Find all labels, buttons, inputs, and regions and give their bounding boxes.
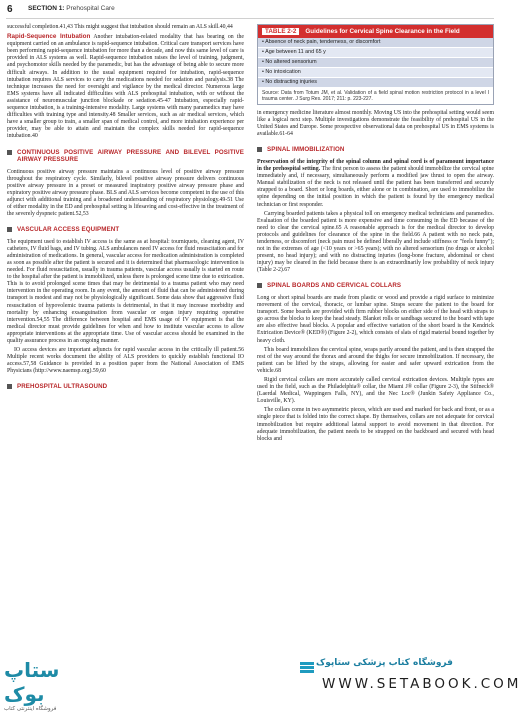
paragraph: This board immobilizes the cervical spine, wraps partly around the patient, and is then strapped the rest of the way around the thorax and around the thighs for secure immobilization. If necessary, the patient can be lifted by the straps, allowing for easier and safer upward extrication from the vehicle.68 — [257, 346, 494, 374]
section-heading-boards — [257, 282, 494, 290]
decorative-bars-icon — [300, 662, 314, 674]
right-column — [257, 24, 494, 445]
section-marker-icon — [257, 283, 262, 288]
table-row: • No distracting injuries — [258, 78, 493, 88]
shop-name: فروشگاه کتاب پزشکی ستاپوک — [316, 658, 453, 668]
heading-text: SPINAL IMMOBILIZATION — [267, 146, 345, 154]
logo-mark: ستاپ بوک — [4, 658, 60, 706]
table-row: • No intoxication — [258, 68, 493, 78]
setabook-logo — [4, 658, 72, 712]
table-2-2 — [257, 24, 494, 105]
running-header — [6, 4, 494, 19]
paragraph-spinal — [257, 159, 494, 209]
section-heading-spinal — [257, 146, 494, 154]
section-heading-vascular — [7, 226, 244, 234]
table-cell: Absence of neck pain, tenderness, or discomfort — [265, 39, 381, 46]
table-title — [258, 25, 493, 38]
table-cell: Age between 11 and 65 y — [265, 49, 326, 56]
table-number: TABLE 2-2 — [262, 28, 299, 35]
paragraph: IO access devices are important adjuncts for rapid vascular access in the critically ill patient.56 Multiple recent works document the ability of ALS providers to quickly establish functional IO access.57,58 Guidance is provided in a position paper from the National Association of EMS Physicians (http://www.naemsp.org).59,60 — [7, 347, 244, 375]
section-label: SECTION 1: — [28, 5, 65, 12]
heading-text: CONTINUOUS POSITIVE AIRWAY PRESSURE AND BILEVEL POSITIVE AIRWAY PRESSURE — [17, 148, 244, 163]
table-title-text: Guidelines for Cervical Spine Clearance in the Field — [305, 28, 460, 35]
section-name: Prehospital Care — [66, 5, 115, 12]
table-cell: No distracting injuries — [265, 79, 317, 86]
heading-text: SPINAL BOARDS AND CERVICAL COLLARS — [267, 282, 402, 290]
table-source: Source: Data from Totum JM, et al. Validation of a field spinal motion restriction protocol in a level I trauma center. J Surg Res. 2017; 211: p. 223-227. — [258, 88, 493, 104]
table-cell: No intoxication — [265, 69, 301, 76]
paragraph: The collars come in two asymmetric pieces, which are used and marked for back and front, or as a single piece that is folded into the correct shape. By themselves, collars are not adequate for cervical immobilization but require additional lateral support to avoid movement in that direction. For adequate immobilization, the patient needs to be strapped on the backboard and secured with head blocks and — [257, 407, 494, 442]
table-row: • Age between 11 and 65 y — [258, 48, 493, 58]
website-url[interactable]: WWW.SETABOOK.COM — [322, 676, 521, 692]
paragraph: Continuous positive airway pressure maintains a continuous level of positive airway pressure throughout the respiratory cycle. Similarly, bilevel positive airway pressure delivers continuous positive airway pressure in a preset or measured inspiratory positive airway pressure phase and expiratory positive airway pressure phase. BLS and ALS services become competent in the use of this adjunct with additional training and a broadened understanding of respiratory physiology.49-51 Use of either modality in the ED and prehospital setting is lifesaving and cost-effective in the treatment of the severely dyspneic patient.52,53 — [7, 168, 244, 218]
footer-watermark — [0, 654, 521, 712]
section-marker-icon — [257, 147, 262, 152]
section-marker-icon — [7, 227, 12, 232]
spinal-lead: Preservation of the integrity of the spinal column and spinal cord is of paramount importance in the prehospital setting. — [257, 158, 494, 173]
page-number: 6 — [7, 4, 13, 15]
section-heading-cpap — [7, 149, 244, 164]
paragraph: successful completion.41,43 This might suggest that intubation should remain an ALS skill.40,44 — [7, 24, 233, 30]
section-marker-icon — [7, 150, 12, 155]
paragraph-rsi — [7, 33, 244, 140]
table-cell: No altered sensorium — [265, 59, 317, 66]
section-heading-ultrasound — [7, 383, 244, 391]
rsi-body: Another intubation-related modality that has bearing on the equipment carried on an ambulance is rapid-sequence intubation. Critical care transport services have been performing rapid-sequence intubation for more than a decade, and now this same level of care is provided in ALS systems as well. Rapid-sequence intubation raises the level of training, judgment, and psychomotor skills needed by the paramedic, but has the advantage of being able to secure more difficult airways. In addition to the usual equipment required for intubation, rapid-sequence intubation requires ALS services to carry the medications needed for sedation and paralysis.38 The technique increases the need for oversight and vigilance by the medical director. Numerous large EMS systems have all indicated difficulties with ALS prehospital intubation, with or without the assistance of neuromuscular junction blockade or sedation.45-47 Intubation, especially rapid-sequence intubation, is a training-intensive modality. Large systems with many paramedics may have difficulties with training type and intensity.48 Smaller services, such as air medical services, which have a smaller group to train, a smaller span of medical control, and more intubation experience per provider, may be able to attain and maintain the complex skills needed for rapid-sequence intubation.40 — [7, 34, 245, 140]
paragraph: Long or short spinal boards are made from plastic or wood and provide a rigid surface to minimize movement of the cervical, thoracic, or lumbar spine. Straps secure the patient to the board for transport. Some boards are provided with firm rubber blocks on either side of the head with straps to go across the blocks to keep the head steady. Blanket rolls or sandbags secured to the board with tape are also effective head blocks. A popular and effective variation of the short board is the Kendrick Extrication Device® (KED®) (Figure 2-2), which consists of slats of rigid material bound together by heavy cloth. — [257, 294, 494, 344]
paragraph: The equipment used to establish IV access is the same as at hospital: tourniquets, cleaning agent, IV catheters, IV fluid bags, and IV tubing. ALS ambulances need IV access for fluid resuscitation and for administration of medications. In general, vascular access for medication administration is completed as soon as possible after the patient is secured and it is determined that pharmacologic intervention is needed. For fluid resuscitation, usually in trauma patients, vascular access usually is started en route to the hospital after the patient is immobilized, unless there is prolonged scene time due to extrication. This is to avoid prolonged scene times that may be detrimental to a trauma patient who may need intervention in the operating room. In any event, the amount of fluid that can be administered during transport is modest and may not be physiologically significant. Some data show that aggressive fluid resuscitation of hypovolemic trauma patients is detrimental, in that it may increase morbidity and mortality by enhancing exsanguination from vascular or organ injury requiring operative intervention.54,55 The difference between hospital and EMS usage of IV equipment is that the medical director must provide guidelines for when and how to institute vascular access to allow appropriate interventions at the appropriate time. Use of vascular access should be examined in the quality assurance process in an ongoing manner. — [7, 238, 244, 344]
heading-text: PREHOSPITAL ULTRASOUND — [17, 383, 108, 391]
paragraph: in emergency medicine literature almost monthly. Moving US into the prehospital setting would seem like a logical next step. Multiple investigations demonstrate the feasibility of prehospital US in the United States and Europe. Some prospective observational data on prehospital US in EMS systems is available.61-64 — [257, 110, 494, 138]
section-title — [28, 5, 115, 12]
paragraph: Carrying boarded patients takes a physical toll on emergency medical technicians and paramedics. Evaluation of the boarded patient is more expensive and time consuming in the ED because of the need to clear the cervical spine.65 A reasonable approach is for the medical director to develop protocols and guidelines for clearance of the spine in the field.66 A patient with no neck pain, tenderness, or discomfort (neck pain must be defined liberally and include stiffness or "feels funny"); not in the extremes of age (<10 years or >65 years); with no altered sensorium (no drugs or alcohol present, no head injury); and with no distracting injuries (long-bone fracture, abdominal or chest injury) may be cleared in the field because there is an extraordinarily low probability of neck injury (Table 2-2).67 — [257, 210, 494, 274]
rsi-lead: Rapid-Sequence Intubation — [7, 33, 91, 41]
heading-text: VASCULAR ACCESS EQUIPMENT — [17, 226, 120, 234]
table-row: • Absence of neck pain, tenderness, or discomfort — [258, 38, 493, 48]
spinal-body: The first person to assess the patient should immobilize the cervical spine immediately and, if necessary, simultaneously perform a modified jaw thrust to open the airway. Manual stabilization of the neck is not released until the patient has been transferred and securely strapped to a board. Short or long boards, either alone or in combination, are used to immobilize the spine depending on the initial position in which the patient is found by the emergency medical technician or first responder. — [257, 166, 494, 208]
logo-subtitle: فروشگاه اینترنتی کتاب — [4, 706, 57, 712]
section-marker-icon — [7, 384, 12, 389]
left-column — [7, 24, 244, 396]
table-row: • No altered sensorium — [258, 58, 493, 68]
paragraph: Rigid cervical collars are more accurately called cervical extrication devices. Multiple types are used in the field, such as the Philadelphia® collar, the Miami J® collar (Figure 2-3), the Stifneck® (Laerdal Medical, Wappingers Falls, NY), and the Nec Loc® (Junkin Safety Appliance Co., Louisville, KY). — [257, 377, 494, 405]
